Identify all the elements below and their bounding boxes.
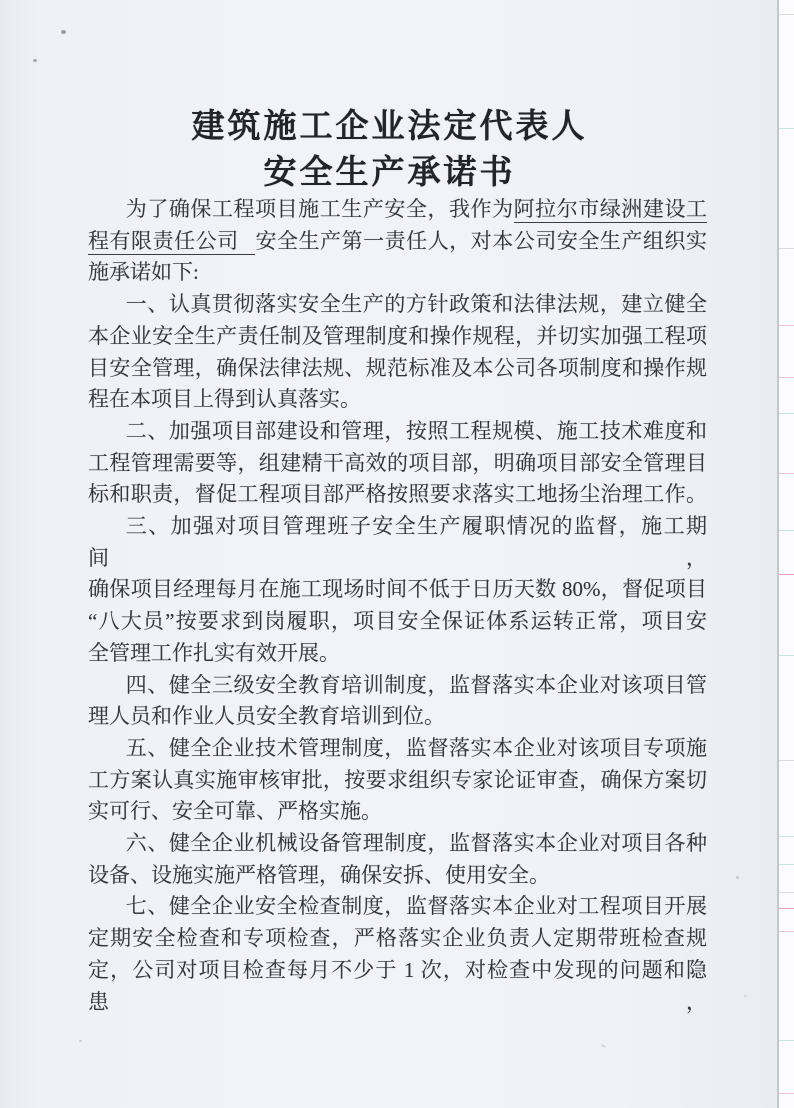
paragraph-line: 六、健全企业机械设备管理制度，监督落实本企业对项目各种	[125, 831, 707, 856]
ruled-line	[779, 473, 794, 474]
paragraph-line: 程在本项目上得到认真落实。	[88, 387, 361, 412]
ruled-line	[779, 836, 794, 837]
company-name-underlined: 程有限责任公司	[88, 229, 255, 255]
ruled-line	[779, 1093, 794, 1094]
paragraph-line	[88, 194, 707, 226]
document-body	[88, 194, 707, 1018]
paragraph-line: 标和职责，督促工程项目部严格按照要求落实工地扬尘治理工作。	[88, 482, 707, 507]
ruled-line	[779, 14, 794, 15]
paragraph-line: 三、加强对项目管理班子安全生产履职情况的监督，施工期间，	[88, 514, 707, 570]
ruled-line	[779, 760, 794, 761]
document-title	[0, 104, 779, 196]
scan-speck	[736, 876, 739, 879]
ruled-line	[779, 931, 794, 932]
paragraph-line: “八大员”按要求到岗履职，项目安全保证体系运转正常，项目安	[88, 609, 707, 634]
clause-6-paragraph	[88, 828, 707, 891]
ruled-line	[779, 908, 794, 909]
paragraph-line: 定期安全检查和专项检查，严格落实企业负责人定期带班检查规	[88, 926, 707, 951]
ruled-line	[779, 892, 794, 893]
ruled-line	[779, 574, 794, 575]
scan-speck	[601, 1044, 606, 1048]
paragraph-line: 施承诺如下:	[88, 260, 199, 285]
paragraph-line: 实可行、安全可靠、严格实施。	[88, 799, 382, 824]
paragraph-line: 理人员和作业人员安全教育培训到位。	[88, 704, 445, 729]
ruled-line	[779, 1040, 794, 1041]
scan-speck	[79, 1040, 82, 1042]
ruled-line	[779, 128, 794, 129]
clause-1-paragraph	[88, 289, 707, 416]
page-edge-strip	[777, 0, 794, 1108]
paragraph-line: 确保项目经理每月在施工现场时间不低于日历天数 80%，督促项目	[88, 577, 707, 602]
clause-7-paragraph	[88, 891, 707, 1018]
paragraph-line: 本企业安全生产责任制及管理制度和操作规程，并切实加强工程项	[88, 323, 707, 348]
scan-speck	[61, 30, 66, 34]
ruled-line	[779, 530, 794, 531]
ruled-line	[779, 864, 794, 865]
company-name-underlined: 阿拉尔市绿洲建设工	[513, 197, 708, 221]
ruled-line	[779, 248, 794, 249]
paragraph-line: 定，公司对项目检查每月不少于 1 次，对检查中发现的问题和隐患，	[88, 957, 707, 1014]
clause-3-paragraph	[88, 511, 707, 670]
paragraph-line	[88, 226, 707, 258]
title-line-1: 建筑施工企业法定代表人	[191, 109, 588, 146]
clause-5-paragraph	[88, 733, 707, 828]
paragraph-line: 一、认真贯彻落实安全生产的方针政策和法律法规，建立健全	[125, 292, 707, 317]
clause-4-paragraph	[88, 670, 707, 733]
paragraph-line: 七、健全企业安全检查制度，监督落实本企业对工程项目开展	[125, 894, 707, 919]
intro-text: 安全生产第一责任人，对本公司安全生产组织实	[255, 228, 708, 253]
paragraph-line: 四、健全三级安全教育培训制度，监督落实本企业对该项目管	[125, 672, 707, 697]
ruled-line	[779, 377, 794, 378]
scan-speck	[33, 59, 37, 62]
ruled-line	[779, 413, 794, 414]
intro-paragraph	[88, 194, 707, 289]
paragraph-line: 设备、设施实施严格管理，确保安拆、使用安全。	[88, 862, 550, 887]
ruled-line	[779, 325, 794, 326]
intro-text: 为了确保工程项目施工生产安全，我作为	[125, 197, 514, 221]
paragraph-line: 五、健全企业技术管理制度，监督落实本企业对该项目专项施	[125, 735, 707, 760]
ruled-line	[779, 655, 794, 656]
clause-2-paragraph	[88, 416, 707, 511]
scan-speck	[744, 995, 747, 997]
paragraph-line: 目安全管理，确保法律法规、规范标准及本公司各项制度和操作规	[88, 355, 707, 380]
paragraph-line: 全管理工作扎实有效开展。	[88, 640, 340, 665]
paragraph-line: 工程管理需要等，组建精干高效的项目部，明确项目部安全管理目	[88, 450, 707, 475]
paragraph-line: 工方案认真实施审核审批，按要求组织专家论证审查，确保方案切	[88, 767, 707, 792]
title-line-2: 安全生产承诺书	[263, 155, 516, 192]
paragraph-line: 二、加强项目部建设和管理，按照工程规模、施工技术难度和	[125, 418, 707, 443]
